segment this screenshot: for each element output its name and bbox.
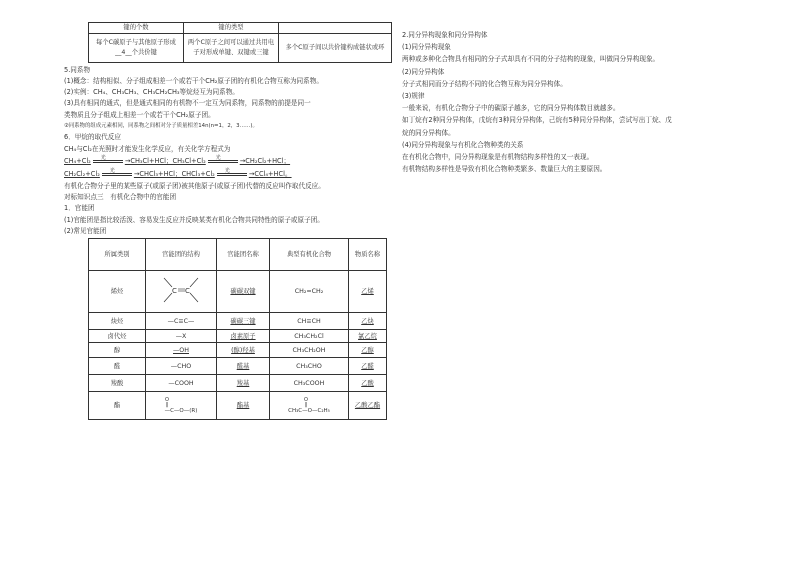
functional-group-line2: (2)常见官能团 <box>64 227 107 236</box>
equation-line1: CH₄+Cl₂ 光 →CH₃Cl+HCl；CH₃Cl+Cl₂ 光 →CH₂Cl₂+HCl； <box>64 154 291 165</box>
bond-header-count: 键的个数 <box>89 23 184 34</box>
ester-example: O ‖ CH₃C—O—C₂H₅ <box>270 392 349 420</box>
section-5-line3: (3)具有相同的通式，但是通式相同的有机物不一定互为同系物，同系物的前提是同一 <box>64 99 311 108</box>
isomer-line9: (4)同分异构现象与有机化合物种类的关系 <box>402 140 524 149</box>
double-bond-icon <box>161 275 201 305</box>
section-6-title: 6．甲烷的取代反应 <box>64 133 121 142</box>
bond-cell-count: 每个C碳原子与其他原子形成__4__个共价键 <box>89 33 184 62</box>
isomer-line7: 如丁烷有2种同分异构体，戊烷有3种同分异构体，己烷有5种同分异构体，尝试写出丁烷、戊 <box>402 116 672 125</box>
left-column <box>64 22 394 420</box>
double-bond-structure <box>146 271 217 313</box>
light-condition-3: 光 <box>100 169 134 179</box>
functional-group-line1: (1)官能团是指比较活泼、容易发生反应并反映某类有机化合物共同特性的原子或原子团。 <box>64 215 324 224</box>
light-condition-1: 光 <box>91 156 125 166</box>
isomer-line1: (1)同分异构现象 <box>402 43 451 52</box>
equation-line2: CH₂Cl₂+Cl₂ 光 →CHCl₃+HCl；CHCl₃+Cl₂ 光 →CCl₄+HCl。 <box>64 167 292 178</box>
fg-row: 炔烃 —C≡C— 碳碳三键 CH≡CH 乙炔 <box>89 313 387 330</box>
bond-header-type: 键的类型 <box>184 23 279 34</box>
isomer-line6: 一般来说，有机化合物分子中的碳原子越多，它的同分异构体数目就越多。 <box>402 104 620 113</box>
functional-group-table <box>88 238 387 420</box>
fg-header-example: 典型有机化合物 <box>270 239 349 271</box>
fg-header-name: 官能团名称 <box>217 239 270 271</box>
svg-text:C: C <box>172 287 177 296</box>
fg-header-substance: 物质名称 <box>349 239 387 271</box>
light-condition-2: 光 <box>206 156 240 166</box>
isomer-section-title: 2.同分异构现象和同分异构体 <box>402 31 488 39</box>
isomer-line5: (3)规律 <box>402 92 425 101</box>
svg-text:C: C <box>185 287 190 296</box>
bond-cell-type: 两个C原子之间可以通过共用电子对形成单键、双键或三键 <box>184 33 279 62</box>
isomer-line2: 两种或多种化合物具有相同的分子式却具有不同的分子结构的现象，叫做同分异构现象。 <box>402 55 660 64</box>
isomer-line3: (2)同分异构体 <box>402 67 445 76</box>
fg-row: 醇 —OH (醇)羟基 CH₃CH₂OH 乙醇 <box>89 343 387 358</box>
section-5-title: 5.同系物 <box>64 65 91 74</box>
isomer-line10: 在有机化合物中，同分异构现象是有机物结构多样性的又一表现。 <box>402 153 594 162</box>
isomer-line11: 有机物结构多样性是导致有机化合物种类繁多、数量巨大的主要原因。 <box>402 165 607 174</box>
section-5-line2: (2)实例：CH₄、CH₃CH₃、CH₃CH₂CH₃等烷烃互为同系物。 <box>64 88 239 97</box>
isomer-line4: 分子式相同而分子结构不同的化合物互称为同分异构体。 <box>402 79 567 88</box>
isomer-line8: 烷的同分异构体。 <box>402 128 455 137</box>
light-condition-4: 光 <box>215 169 249 179</box>
bond-table <box>88 22 392 63</box>
right-column <box>402 29 732 175</box>
topic-3-heading: 对标知识点三 有机化合物中的官能团 <box>64 193 177 202</box>
fg-row: 醛 —CHO 醛基 CH₃CHO 乙醛 <box>89 358 387 375</box>
fg-row: 羧酸 —COOH 羧基 CH₃COOH 乙酸 <box>89 375 387 392</box>
section-5-line1: (1)概念：结构相似、分子组成相差一个或若干个CH₂原子团的有机化合物互称为同系物。 <box>64 76 323 85</box>
section-5-line5: ②同系物的组成元素相同，同系物之间相对分子质量相差14n(n=1，2，3……)。 <box>64 122 258 129</box>
fg-row: 酯 O ‖ —C—O—(R) 酯基 O ‖ CH₃C—O—C₂H₅ 乙酸乙酯 <box>89 392 387 420</box>
fg-header-class: 所属类别 <box>89 239 146 271</box>
bond-cell-shape: 多个C原子间以共价键构成链状或环 <box>279 33 392 62</box>
bond-header-empty <box>279 23 392 34</box>
substitution-definition: 有机化合物分子里的某些原子(或原子团)被其他原子(或原子团)代替的反应叫作取代反应。 <box>64 181 325 190</box>
fg-header-structure: 官能团的结构 <box>146 239 217 271</box>
functional-group-title: 1．官能团 <box>64 204 95 213</box>
section-6-line1: CH₄与Cl₂在光照时才能发生化学反应，有关化学方程式为 <box>64 144 231 153</box>
fg-row: 卤代烃 —X 卤素原子 CH₃CH₂Cl 氯乙烷 <box>89 330 387 343</box>
fg-row: 烯烃 C C 碳碳双键 CH₂=CH₂ 乙烯 <box>89 271 387 313</box>
section-5-line4: 类物质且分子组成上相差一个或若干个CH₂原子团。 <box>64 110 215 119</box>
ester-structure: O ‖ —C—O—(R) <box>146 392 217 420</box>
